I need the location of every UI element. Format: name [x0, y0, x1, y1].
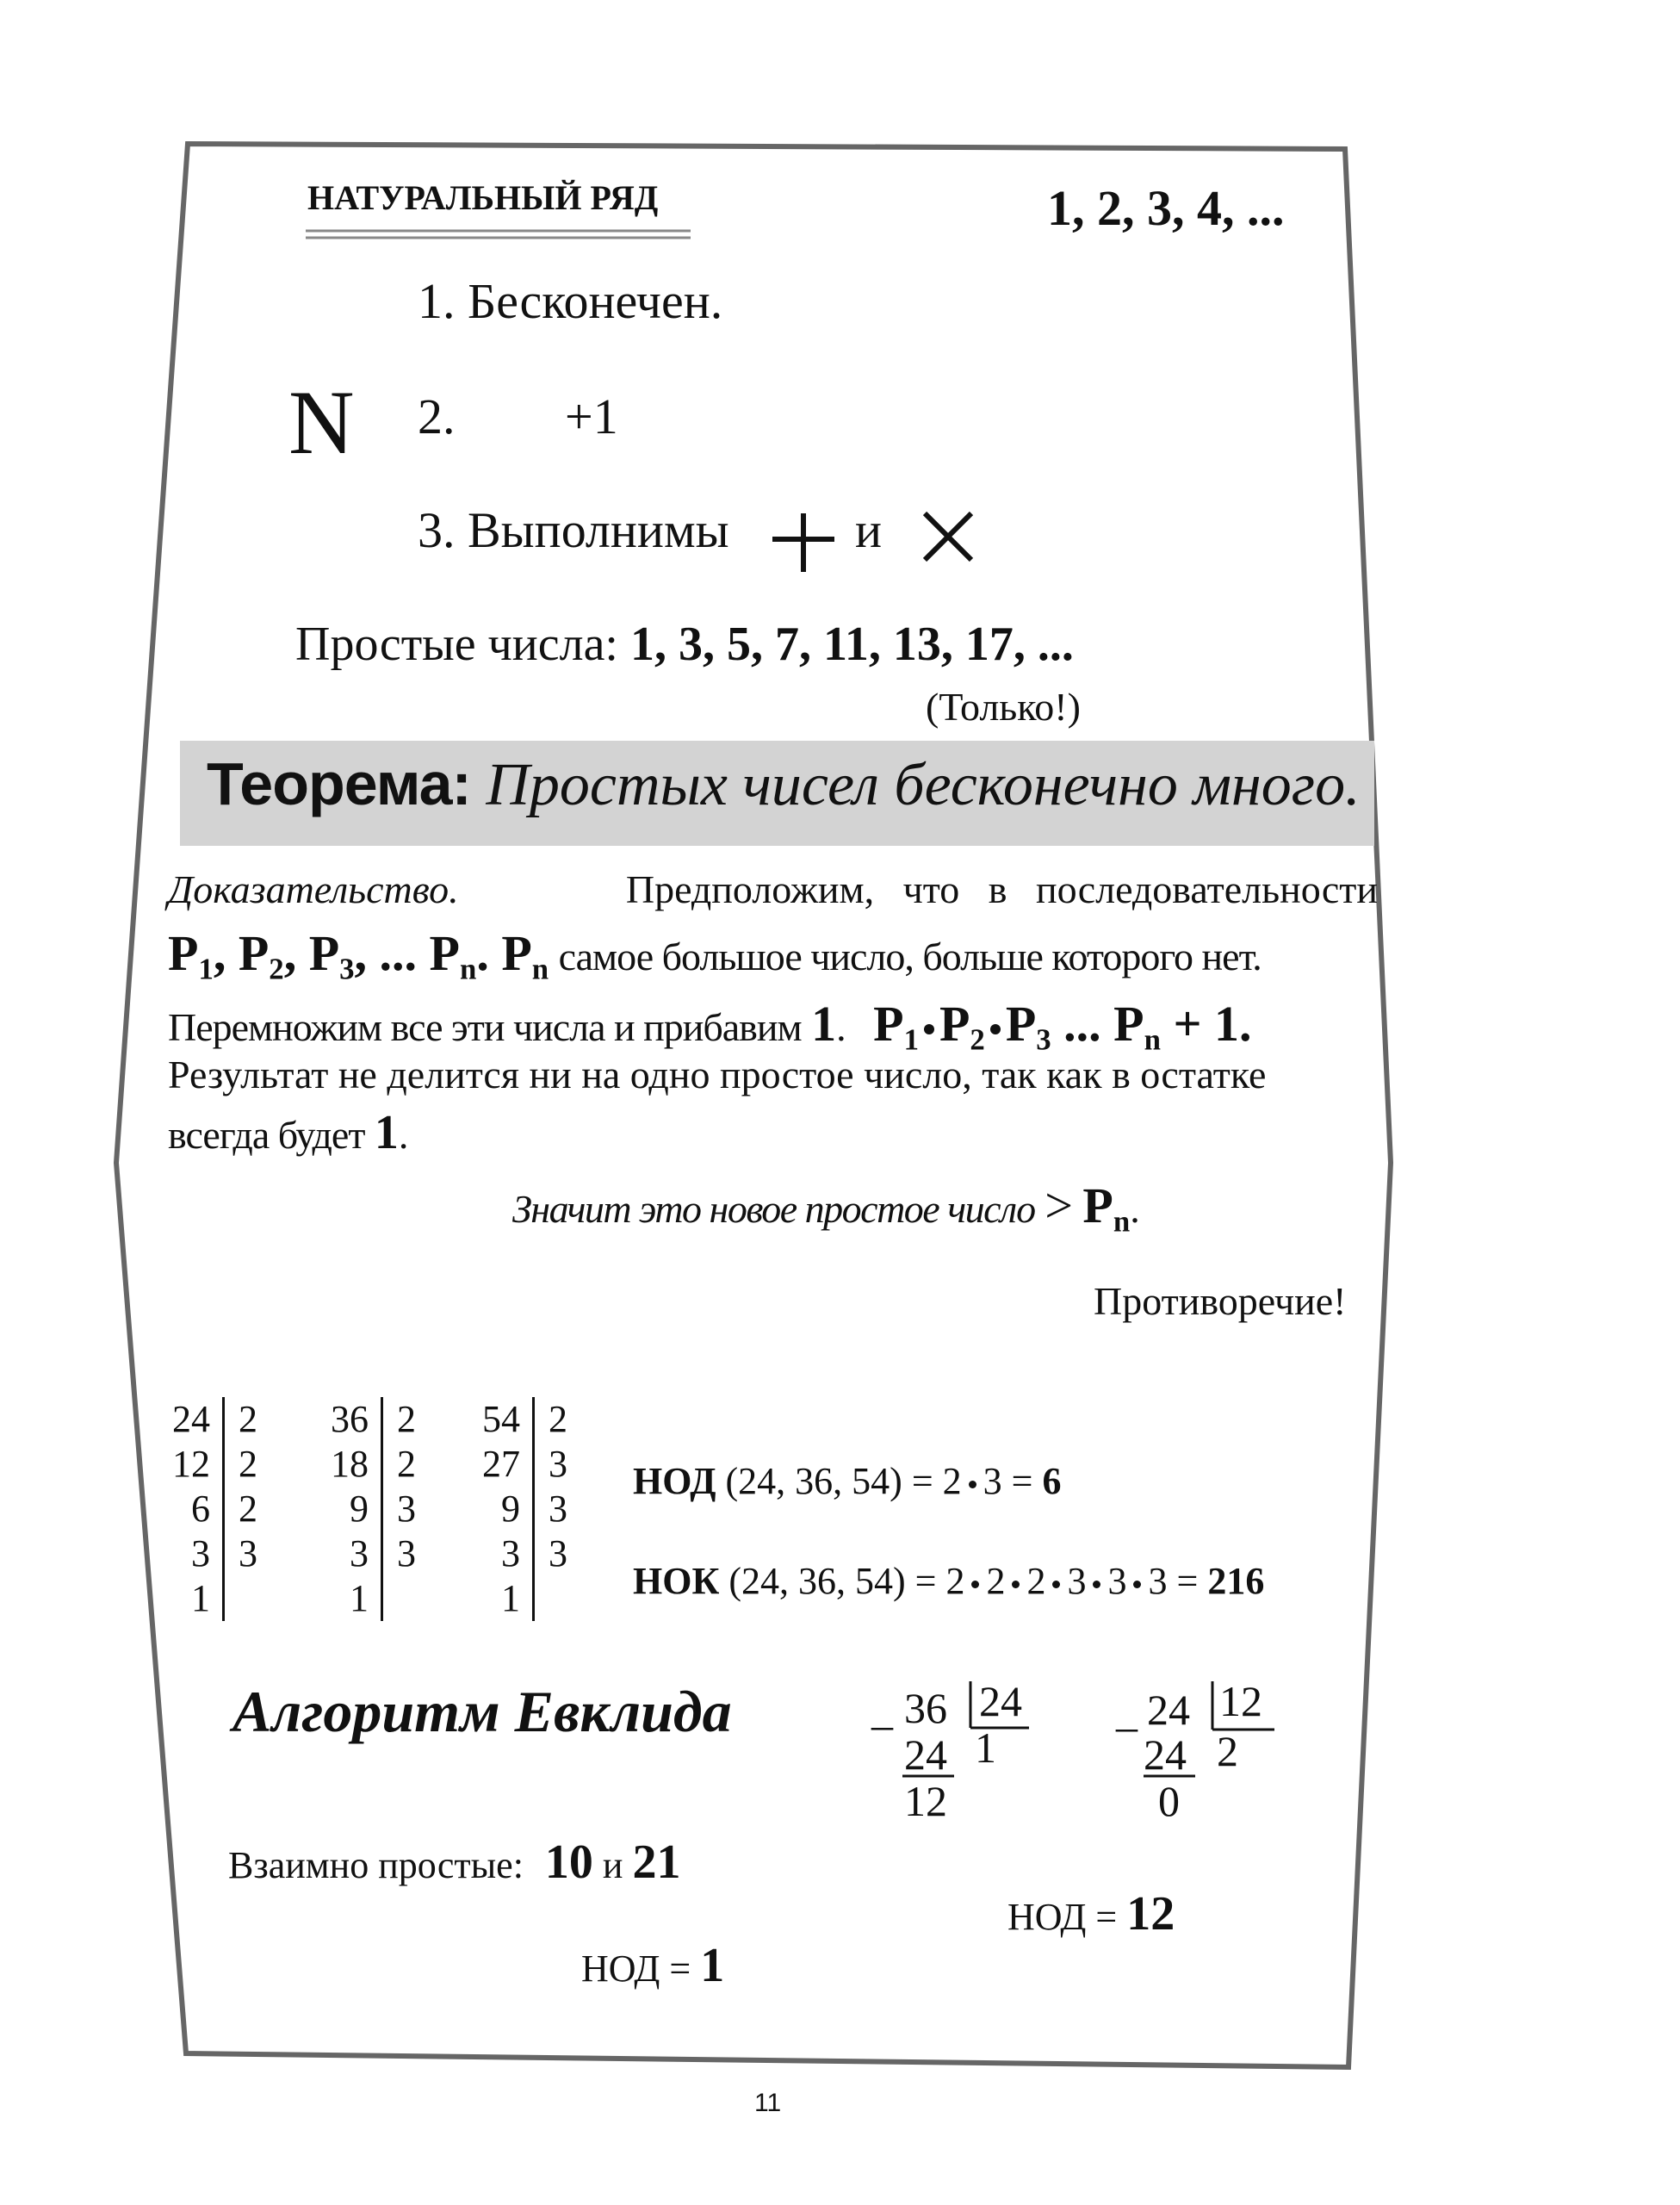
division-1-lines	[896, 1677, 1033, 1792]
primes-values: 1, 3, 5, 7, 11, 13, 17, ...	[630, 618, 1074, 671]
division-2-lines	[1137, 1677, 1283, 1792]
contradiction: Противоречие!	[1094, 1279, 1347, 1323]
gcd-one: НОД = 1	[581, 1939, 725, 1992]
lcm-line: НОК (24, 36, 54) = 2 2 2 3 3 3 = 216	[633, 1560, 1265, 1602]
gcd-twelve: НОД = 12	[1007, 1887, 1175, 1941]
primes-label: Простые числа:	[295, 618, 618, 671]
section-title: НАТУРАЛЬНЫЙ РЯД	[307, 178, 659, 217]
factor-divisors: 2 3 3 3	[549, 1398, 567, 1575]
primes-note: (Только!)	[926, 685, 1081, 729]
theorem-text: Простых чисел бесконечно много.	[486, 752, 1361, 818]
division-2-divisor: 12	[1219, 1677, 1262, 1725]
proof-line-3: Перемножим все эти числа и прибавим 1. $P_1$ $P_2$ $P_3$ ... $P_n + 1$.	[168, 996, 1252, 1057]
factor-numbers: 54 27 9 3 1	[482, 1397, 535, 1621]
division-2-minus: _	[1116, 1687, 1138, 1736]
division-2-quotient: 2	[1217, 1727, 1238, 1775]
multiply-icon	[920, 508, 976, 565]
plus-icon	[769, 508, 838, 577]
proof-line-1	[168, 866, 1378, 912]
gcd-line: НОД (24, 36, 54) = 2 3 = 6	[633, 1460, 1062, 1502]
proof-line-4: Результат не делится ни на одно простое число, так как в остатке	[168, 1053, 1267, 1096]
natural-property-3: 3. Выполнимы	[418, 502, 729, 558]
theorem	[207, 749, 1361, 820]
factor-table-36	[331, 1397, 416, 1621]
proof-line3-text: Перемножим все эти числа и прибавим	[168, 1005, 802, 1049]
page-number: 11	[754, 2089, 782, 2117]
factor-numbers: 36 18 9 3 1	[331, 1397, 383, 1621]
division-1-sub: 24	[904, 1730, 947, 1779]
natural-property-2: 2.	[418, 388, 456, 444]
division-2-remainder: 0	[1158, 1777, 1180, 1825]
proof-intro: Доказательство.	[168, 867, 459, 911]
plus-one: +1	[565, 388, 618, 444]
division-1-minus: _	[871, 1686, 893, 1734]
proof-line2-tail: самое большое число, больше которого нет.	[558, 935, 1262, 978]
factor-table-54	[482, 1397, 567, 1621]
factor-divisors: 2 2 3 3	[397, 1398, 416, 1575]
proof-line-2	[168, 924, 1262, 986]
factor-divisors: 2 2 2 3	[239, 1398, 257, 1575]
division-2-sub: 24	[1144, 1730, 1187, 1779]
and-word: и	[855, 502, 883, 558]
natural-symbol: N	[288, 372, 355, 473]
natural-sequence: 1, 2, 3, 4, ...	[1047, 180, 1285, 236]
division-1-divisor: 24	[979, 1677, 1022, 1725]
coprime-line: Взаимно простые: 10 и 21	[228, 1835, 681, 1889]
conclusion: Значит это новое простое число > $P_n$.	[512, 1177, 1140, 1239]
theorem-label: Теорема:	[207, 750, 471, 817]
euclid-title: Алгоритм Евклида	[232, 1679, 732, 1744]
proof-one: 1	[811, 996, 837, 1052]
proof-line-5: всегда будет 1.	[168, 1106, 409, 1159]
division-1-quotient: 1	[975, 1724, 996, 1772]
sequence-formula: $P_1$, $P_2$, $P_3$, ... $P_n$. $P_n$	[168, 925, 549, 986]
division-1-dividend: 36	[904, 1684, 947, 1732]
division-1-remainder: 12	[904, 1777, 947, 1825]
factor-numbers: 24 12 6 3 1	[172, 1397, 225, 1621]
division-2-dividend: 24	[1147, 1686, 1190, 1734]
product-formula: $P_1$ $P_2$ $P_3$ ... $P_n + 1$.	[873, 996, 1252, 1057]
factor-table-24	[172, 1397, 257, 1621]
natural-property-1: 1. Бесконечен.	[418, 273, 723, 329]
primes-line	[295, 617, 1074, 672]
proof-line1: Предположим, что в последовательности	[625, 867, 1378, 911]
